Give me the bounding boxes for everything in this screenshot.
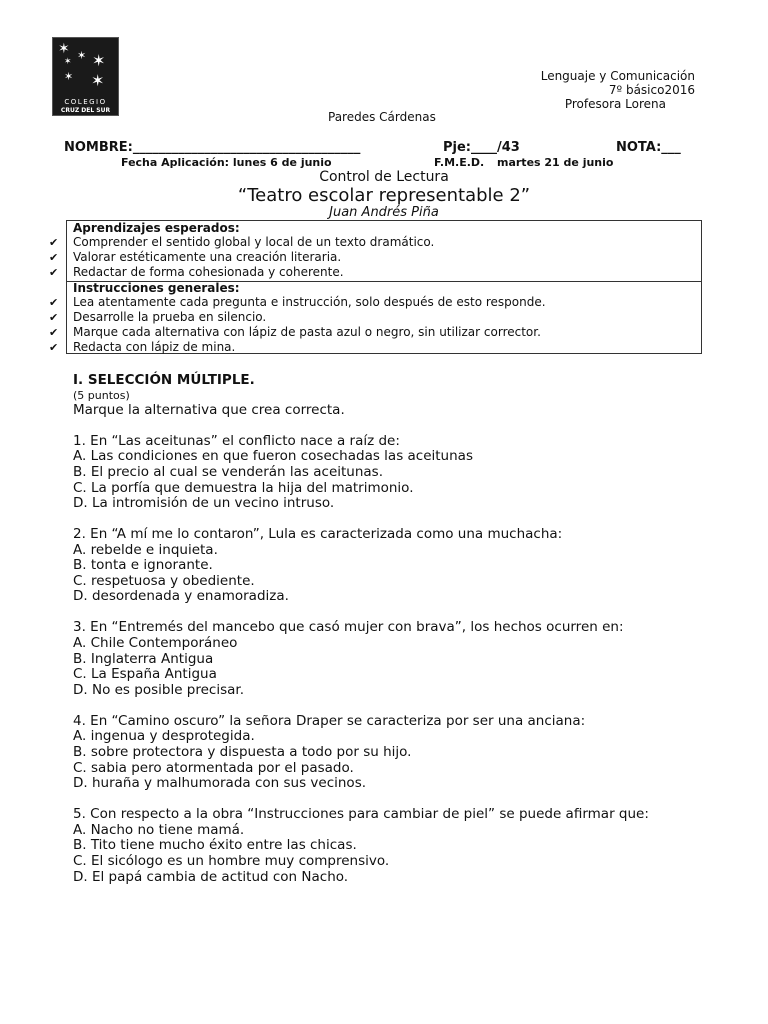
learning-item: Redactar de forma cohesionada y coherente. (73, 265, 344, 279)
question-option: C. La España Antigua (73, 666, 217, 682)
star-icon: ✶ (92, 51, 106, 70)
instruction-item: Lea atentamente cada pregunta e instrucción, solo después de esto responde. (73, 295, 546, 309)
author-name: Juan Andrés Piña (329, 205, 439, 220)
checkmark-icon: ✔ (49, 326, 59, 339)
instruction-item: Marque cada alternativa con lápiz de pasta azul o negro, sin utilizar corrector. (73, 325, 541, 339)
instruction-item: Desarrolle la prueba en silencio. (73, 310, 267, 324)
question-option: D. El papá cambia de actitud con Nacho. (73, 869, 349, 885)
section-points: (5 puntos) (73, 389, 130, 402)
checkmark-icon: ✔ (49, 311, 59, 324)
question-stem: 1. En “Las aceitunas” el conflicto nace a raíz de: (73, 433, 400, 449)
question-option: B. Inglaterra Antigua (73, 651, 214, 667)
instructions-title: Instrucciones generales: (73, 281, 240, 295)
checkmark-icon: ✔ (49, 341, 59, 354)
question-option: B. sobre protectora y dispuesta a todo por su hijo. (73, 744, 412, 760)
learning-item: Comprender el sentido global y local de un texto dramático. (73, 235, 435, 249)
star-icon: ✶ (91, 71, 105, 90)
section-title: I. SELECCIÓN MÚLTIPLE. (73, 372, 255, 388)
question-stem: 5. Con respecto a la obra “Instrucciones para cambiar de piel” se puede afirmar que: (73, 806, 649, 822)
checkmark-icon: ✔ (49, 266, 59, 279)
question-stem: 3. En “Entremés del mancebo que casó mujer con brava”, los hechos ocurren en: (73, 619, 624, 635)
book-title: “Teatro escolar representable 2” (237, 185, 531, 206)
question-option: A. Las condiciones en que fueron cosechadas las aceitunas (73, 448, 473, 464)
question-stem: 4. En “Camino oscuro” la señora Draper se caracteriza por ser una anciana: (73, 713, 586, 729)
question-option: D. No es posible precisar. (73, 682, 244, 698)
checkmark-icon: ✔ (49, 251, 59, 264)
pje-field: Pje:____/43 (443, 140, 520, 155)
question-option: A. Nacho no tiene mamá. (73, 822, 245, 838)
logo-line-1: COLEGIO (64, 98, 107, 106)
logo-line-2: CRUZ DEL SUR (60, 107, 111, 114)
question-option: D. huraña y malhumorada con sus vecinos. (73, 775, 367, 791)
section-instruction: Marque la alternativa que crea correcta. (73, 402, 345, 418)
star-icon: ✶ (77, 49, 87, 62)
question-option: D. La intromisión de un vecino intruso. (73, 495, 335, 511)
fmed-date: martes 21 de junio (497, 156, 614, 169)
question-option: B. tonta e ignorante. (73, 557, 213, 573)
teacher-label: Profesora Lorena (564, 97, 666, 111)
learning-title: Aprendizajes esperados: (73, 221, 240, 235)
question-option: C. sabia pero atormentada por el pasado. (73, 760, 354, 776)
grade: 7º básico2016 (608, 83, 695, 97)
question-option: A. ingenua y desprotegida. (73, 728, 255, 744)
fmed-label: F.M.E.D. (434, 156, 485, 169)
question-option: A. rebelde e inquieta. (73, 542, 218, 558)
checkmark-icon: ✔ (49, 296, 59, 309)
star-icon: ✶ (58, 41, 70, 57)
question-option: D. desordenada y enamoradiza. (73, 588, 289, 604)
fecha-aplicacion: Fecha Aplicación: lunes 6 de junio (121, 156, 332, 169)
question-option: C. El sicólogo es un hombre muy comprensivo. (73, 853, 390, 869)
nota-field: NOTA:___ (616, 140, 681, 155)
subject: Lenguaje y Comunicación (540, 69, 695, 83)
learning-item: Valorar estéticamente una creación literaria. (73, 250, 342, 264)
question-option: B. El precio al cual se venderán las aceitunas. (73, 464, 384, 480)
nombre-field: NOMBRE:___________________________________ (64, 140, 361, 155)
checkmark-icon: ✔ (49, 236, 59, 249)
question-option: C. respetuosa y obediente. (73, 573, 255, 589)
question-stem: 2. En “A mí me lo contaron”, Lula es caracterizada como una muchacha: (73, 526, 563, 542)
star-icon: ✶ (64, 57, 72, 67)
star-icon: ✶ (64, 70, 74, 83)
instruction-item: Redacta con lápiz de mina. (73, 340, 236, 354)
school-logo (52, 37, 119, 116)
teacher-surname: Paredes Cárdenas (328, 110, 436, 124)
control-title: Control de Lectura (319, 169, 449, 185)
question-option: B. Tito tiene mucho éxito entre las chicas. (73, 837, 357, 853)
question-option: C. La porfía que demuestra la hija del matrimonio. (73, 480, 414, 496)
question-option: A. Chile Contemporáneo (73, 635, 238, 651)
